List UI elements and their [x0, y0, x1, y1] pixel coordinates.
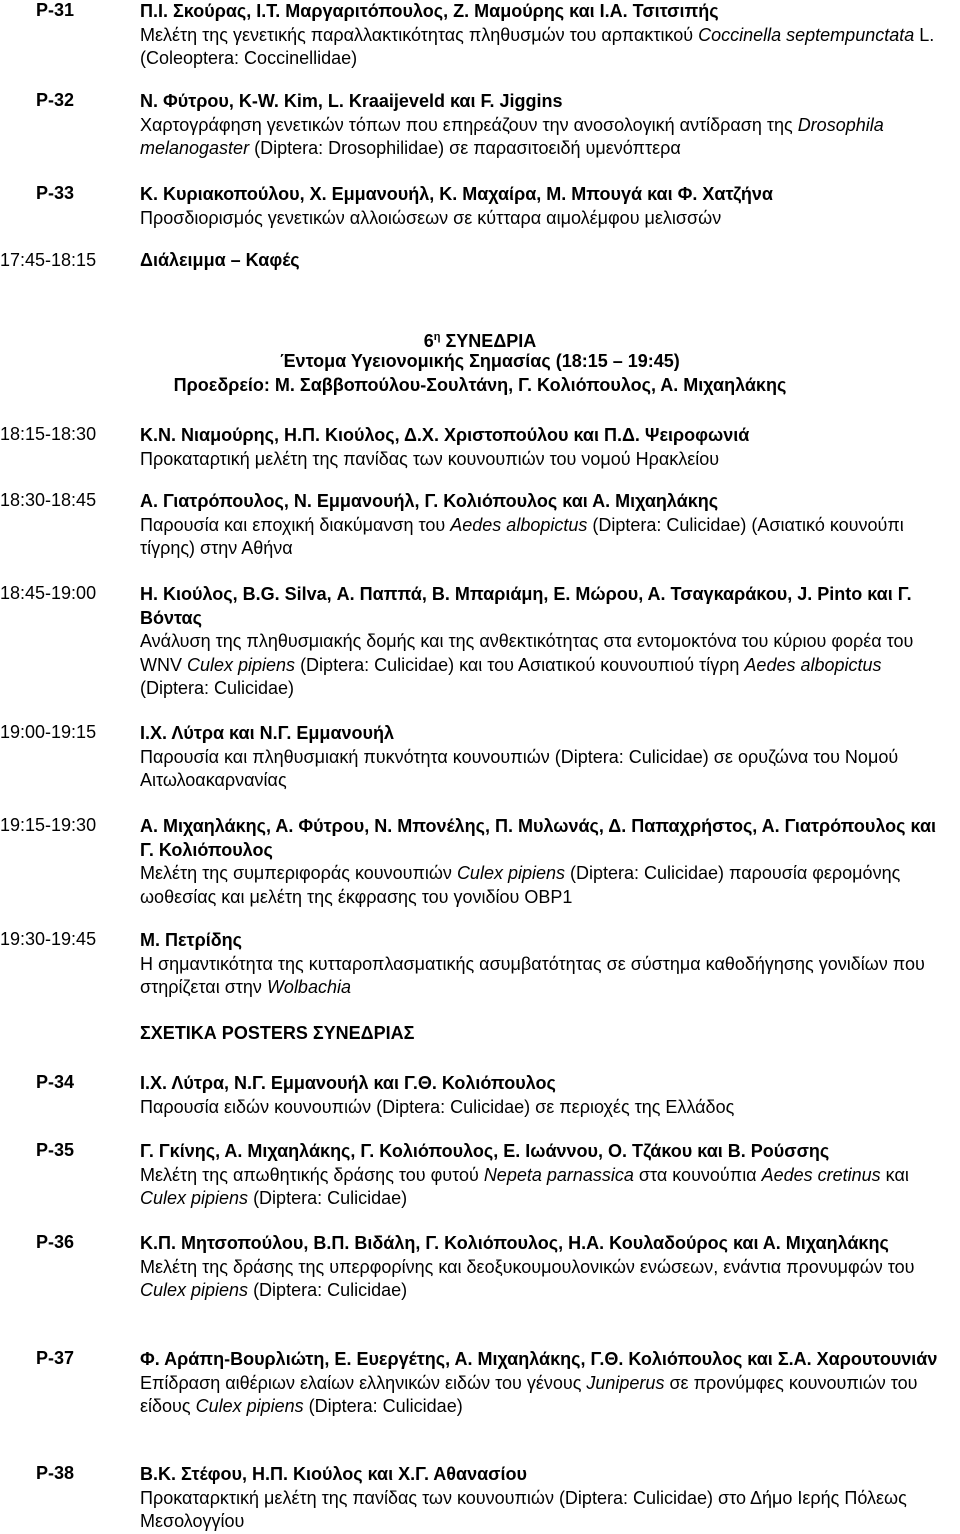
break-label: Διάλειμμα – Καφές	[140, 250, 300, 270]
talk-time: 19:00-19:15	[0, 722, 97, 742]
entry-title	[140, 114, 940, 161]
title-segment: Ανάλυση της πληθυσμιακής δομής και της ανθεκτικότητας στα εντομοκτόνα του κύριου φορέα του WNV	[140, 631, 914, 675]
poster-code: P-38	[36, 1463, 75, 1483]
session-sup: η	[433, 331, 441, 343]
title-segment: Παρουσία και πληθυσμιακή πυκνότητα κουνουπιών (Diptera: Culicidae) σε ορυζώνα του Νομού Αιτωλοακαρνανίας	[140, 746, 899, 790]
title-italic-segment: Culex pipiens	[187, 654, 296, 675]
title-segment: σε προνύμφες κουνουπιών του είδους	[140, 1372, 918, 1416]
entry-title	[140, 746, 940, 793]
title-italic-segment: Culex pipiens	[456, 863, 565, 883]
entry-body	[140, 583, 940, 701]
title-segment: Χαρτογράφηση γενετικών τόπων που επηρεάζουν την ανοσολογική αντίδραση της	[140, 114, 798, 135]
session-label: ΣΥΝΕΔΡΙΑ	[445, 331, 537, 351]
title-italic-segment: Wolbachia	[266, 977, 351, 997]
title-segment: Μελέτη της γενετικής παραλλακτικότητας πληθυσμών του αρπακτικού	[140, 24, 699, 45]
title-segment: Προσδιορισμός γενετικών αλλοιώσεων σε κύτταρα αιμολέμφου μελισσών	[140, 207, 722, 228]
entry-authors: Κ.Π. Μητσοπούλου, Β.Π. Βιδάλη, Γ. Κολιόπουλος, Η.Α. Κουλαδούρος και Α. Μιχαηλάκης	[140, 1233, 889, 1253]
entry-authors: Π.Ι. Σκούρας, Ι.Τ. Μαργαριτόπουλος, Ζ. Μαμούρης και Ι.Α. Τσιτσιπής	[140, 1, 719, 21]
entry-body	[140, 1232, 940, 1303]
talk-time: 18:15-18:30	[0, 424, 97, 444]
entry-title	[140, 1487, 940, 1534]
entry-body	[140, 1348, 940, 1419]
poster-code: P-31	[36, 0, 75, 20]
entry-title	[140, 862, 940, 909]
poster-code: P-35	[36, 1140, 75, 1160]
title-segment: (Diptera: Culicidae) (Ασιατικό κουνούπι τίγρης) στην Αθήνα	[140, 514, 904, 558]
entry-title	[140, 630, 940, 701]
entry-authors: Φ. Αράπη-Βουρλιώτη, Ε. Ευεργέτης, Α. Μιχαηλάκης, Γ.Θ. Κολιόπουλος και Σ.Α. Χαρουτουνιάν	[140, 1349, 938, 1369]
title-italic-segment: Nepeta parnassica	[483, 1164, 634, 1185]
break-time: 17:45-18:15	[0, 250, 97, 270]
entry-title	[140, 448, 940, 472]
title-segment: (Diptera: Drosophilidae) σε παρασιτοειδή υμενόπτερα	[249, 138, 681, 158]
session-title: Έντομα Υγειονομικής Σημασίας (18:15 – 19:45)	[280, 351, 680, 371]
title-segment: (Diptera: Culicidae) και του Ασιατικού κουνουπιού τίγρη	[295, 654, 745, 675]
entry-body	[140, 0, 940, 71]
title-segment: L. (Coleoptera: Coccinellidae)	[140, 24, 935, 68]
entry-body	[140, 424, 940, 471]
entry-authors: Β.Κ. Στέφου, Η.Π. Κιούλος και Χ.Γ. Αθανασίου	[140, 1464, 527, 1484]
entry-title	[140, 1372, 940, 1419]
title-italic-segment: Aedes albopictus	[744, 654, 882, 675]
title-italic-segment: Aedes cretinus	[761, 1164, 881, 1185]
title-segment: Μελέτη της δράσης της υπερφορίνης και δεοξυκουμουλονικών ενώσεων, ενάντια προνυμφών του	[140, 1256, 915, 1277]
title-segment: (Diptera: Culicidae)	[140, 678, 295, 698]
entry-authors: Μ. Πετρίδης	[140, 930, 242, 950]
entry-title	[140, 953, 940, 1000]
title-segment: Προκαταρτική μελέτη της πανίδας των κουνουπιών του νομού Ηρακλείου	[140, 448, 720, 469]
entry-title	[140, 1164, 940, 1211]
entry-authors: Η. Κιούλος, B.G. Silva, Α. Παππά, Β. Μπαριάμη, Ε. Μώρου, Α. Τσαγκαράκου, J. Pinto και Γ. Βόντας	[140, 584, 912, 628]
entry-body	[140, 722, 940, 793]
title-segment: Επίδραση αιθέριων ελαίων ελληνικών ειδών του γένους	[140, 1372, 587, 1393]
entry-body	[140, 490, 940, 561]
title-segment: Προκαταρκτική μελέτη της πανίδας των κουνουπιών (Diptera: Culicidae) στο Δήμο Ιερής Πόλεως Μεσολογγίου	[140, 1487, 907, 1531]
entry-authors: Ν. Φύτρου, K-W. Kim, L. Kraaijeveld και F. Jiggins	[140, 91, 563, 111]
poster-code: P-36	[36, 1232, 75, 1252]
talk-time: 18:30-18:45	[0, 490, 97, 510]
session-chairs: Προεδρείο: Μ. Σαββοπούλου-Σουλτάνη, Γ. Κολιόπουλος, Α. Μιχαηλάκης	[173, 375, 787, 395]
title-segment: Η σημαντικότητα της κυτταροπλασματικής ασυμβατότητας σε σύστημα καθοδήγησης γονιδίων που στηρίζεται στην	[140, 953, 925, 997]
entry-body	[140, 815, 940, 909]
title-segment: (Diptera: Culicidae)	[303, 1396, 463, 1416]
poster-code: P-37	[36, 1348, 75, 1368]
posters-heading: ΣΧΕΤΙΚΑ POSTERS ΣΥΝΕΔΡΙΑΣ	[140, 1023, 415, 1043]
title-segment: (Diptera: Culicidae) παρουσία φερομόνης ωοθεσίας και μελέτη της έκφρασης του γονιδίου OBP1	[140, 863, 901, 907]
entry-body	[140, 1463, 940, 1534]
entry-title	[140, 1256, 940, 1303]
title-segment: (Diptera: Culicidae)	[248, 1188, 408, 1208]
title-italic-segment: Juniperus	[586, 1372, 665, 1393]
poster-code: P-33	[36, 183, 75, 203]
title-segment: στα κουνούπια	[633, 1164, 762, 1185]
entry-body	[140, 929, 940, 1000]
entry-title	[140, 1096, 940, 1120]
title-segment: Παρουσία και εποχική διακύμανση του	[140, 514, 451, 535]
entry-title	[140, 207, 940, 231]
title-segment: και	[880, 1164, 909, 1185]
entry-authors: Κ.Ν. Νιαμούρης, Η.Π. Κιούλος, Δ.Χ. Χριστοπούλου και Π.Δ. Ψειροφωνιά	[140, 425, 750, 445]
poster-code: P-32	[36, 90, 75, 110]
title-italic-segment: Drosophila melanogaster	[140, 114, 884, 158]
entry-authors: Α. Γιατρόπουλος, Ν. Εμμανουήλ, Γ. Κολιόπουλος και Α. Μιχαηλάκης	[140, 491, 719, 511]
title-italic-segment: Culex pipiens	[140, 1280, 249, 1300]
entry-body	[140, 1072, 940, 1119]
title-italic-segment: Coccinella septempunctata	[698, 24, 915, 45]
title-italic-segment: Aedes albopictus	[450, 514, 588, 535]
talk-time: 18:45-19:00	[0, 583, 97, 603]
title-segment: (Diptera: Culicidae)	[248, 1280, 408, 1300]
session-number: 6	[423, 331, 434, 351]
talk-time: 19:30-19:45	[0, 929, 97, 949]
talk-time: 19:15-19:30	[0, 815, 97, 835]
title-segment: Μελέτη της συμπεριφοράς κουνουπιών	[140, 863, 457, 883]
entry-title	[140, 514, 940, 561]
entry-body	[140, 90, 940, 161]
entry-authors: Α. Μιχαηλάκης, Α. Φύτρου, Ν. Μπονέλης, Π. Μυλωνάς, Δ. Παπαχρήστος, Α. Γιατρόπουλος και Γ. Κολιόπουλος	[140, 816, 937, 860]
title-segment: Μελέτη της απωθητικής δράσης του φυτού	[140, 1164, 484, 1185]
entry-authors: Κ. Κυριακοπούλου, Χ. Εμμανουήλ, Κ. Μαχαίρα, Μ. Μπουγά και Φ. Χατζήνα	[140, 184, 773, 204]
entry-title	[140, 24, 940, 71]
entry-authors: Ι.Χ. Λύτρα, Ν.Γ. Εμμανουήλ και Γ.Θ. Κολιόπουλος	[140, 1073, 556, 1093]
title-segment: Παρουσία ειδών κουνουπιών (Diptera: Culicidae) σε περιοχές της Ελλάδος	[140, 1096, 735, 1117]
entry-body	[140, 1140, 940, 1211]
poster-code: P-34	[36, 1072, 75, 1092]
title-italic-segment: Culex pipiens	[195, 1396, 304, 1416]
entry-body	[140, 183, 940, 230]
entry-authors: Ι.Χ. Λύτρα και Ν.Γ. Εμμανουήλ	[140, 723, 394, 743]
title-italic-segment: Culex pipiens	[140, 1188, 249, 1208]
entry-authors: Γ. Γκίνης, Α. Μιχαηλάκης, Γ. Κολιόπουλος, Ε. Ιωάννου, Ο. Τζάκου και Β. Ρούσσης	[140, 1141, 830, 1161]
